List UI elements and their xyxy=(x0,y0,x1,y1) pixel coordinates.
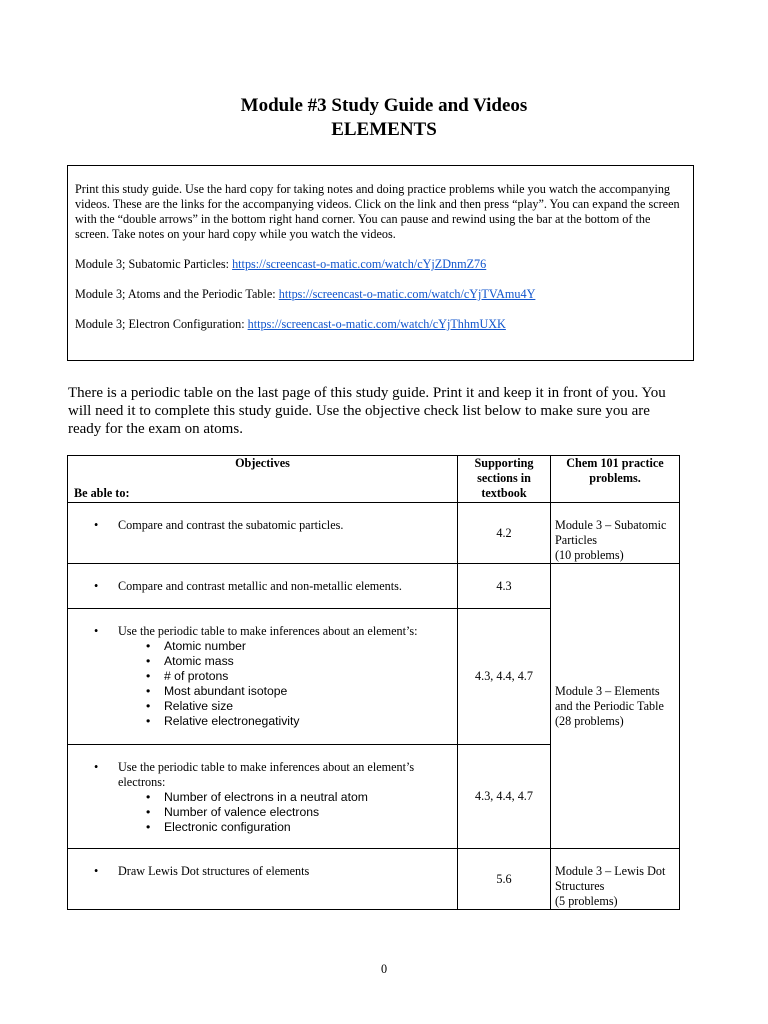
list-item: • Number of valence electrons xyxy=(146,805,320,819)
list-item: • Atomic number xyxy=(146,639,246,653)
sections-cell: 4.3, 4.4, 4.7 xyxy=(458,609,551,745)
practice-cell: Module 3 – Lewis Dot Structures (5 problems) xyxy=(551,849,680,910)
intro-paragraph: There is a periodic table on the last page of this study guide. Print it and keep it in front of you. You will need it to complete this study guide. Use the objective check list below to make sure you are ready for the exam on atoms. xyxy=(68,385,666,437)
objectives-table xyxy=(67,455,680,910)
table-row xyxy=(68,564,680,609)
list-item: • Atomic mass xyxy=(146,654,234,668)
list-item: • Most abundant isotope xyxy=(146,684,288,698)
bullet-icon: • xyxy=(94,624,99,638)
document-title xyxy=(0,94,768,142)
practice-cell: Module 3 – Subatomic Particles (10 problems) xyxy=(551,503,680,564)
sections-cell: 5.6 xyxy=(458,849,551,910)
bullet-icon: • xyxy=(94,864,99,878)
objectives-header: Objectives xyxy=(235,456,290,470)
video-link-row: Module 3; Atoms and the Periodic Table: https://screencast-o-matic.com/watch/cYjTVAmu4Y xyxy=(75,287,536,301)
sections-cell: 4.3 xyxy=(458,564,551,609)
video-link-row: Module 3; Subatomic Particles: https://screencast-o-matic.com/watch/cYjZDnmZ76 xyxy=(75,257,487,271)
title-line-1: Module #3 Study Guide and Videos xyxy=(240,95,528,116)
list-item: • Relative electronegativity xyxy=(146,714,300,728)
be-able-to-label: Be able to: xyxy=(74,486,130,500)
video-links-box xyxy=(67,165,694,361)
page-number: 0 xyxy=(380,962,388,976)
title-line-2: ELEMENTS xyxy=(331,119,437,140)
instructions-text: Print this study guide. Use the hard copy for taking notes and doing practice problems while you watch the accompanying videos. These are the links for the accompanying videos. Click on the link and then press “play”. You can expand the screen with the “double arrows” in the bottom right hand corner. You can pause and rewind using the bar at the bottom of the screen. Take notes on your hard copy while you watch the videos. xyxy=(75,182,680,241)
inference-sub-list xyxy=(68,639,457,729)
periodic-table-video-link[interactable]: https://screencast-o-matic.com/watch/cYjTVAmu4Y xyxy=(278,287,536,301)
table-header-row xyxy=(68,456,680,503)
practice-cell: Module 3 – Elements and the Periodic Table (28 problems) xyxy=(551,564,680,849)
table-row xyxy=(68,849,680,910)
objective-text: Draw Lewis Dot structures of elements xyxy=(118,864,310,878)
table-row xyxy=(68,503,680,564)
bullet-icon: • xyxy=(94,579,99,593)
list-item: • # of protons xyxy=(146,669,229,683)
list-item: • Electronic configuration xyxy=(146,820,291,834)
objective-text: Use the periodic table to make inferences about an element’s electrons: xyxy=(118,760,415,789)
sections-cell: 4.3, 4.4, 4.7 xyxy=(458,745,551,849)
objective-text: Compare and contrast the subatomic particles. xyxy=(118,518,344,532)
video-link-row: Module 3; Electron Configuration: https://screencast-o-matic.com/watch/cYjThhmUXK xyxy=(75,317,506,331)
list-item: • Number of electrons in a neutral atom xyxy=(146,790,368,804)
list-item: • Relative size xyxy=(146,699,234,713)
subatomic-particles-video-link[interactable]: https://screencast-o-matic.com/watch/cYjZDnmZ76 xyxy=(232,257,487,271)
practice-header: Chem 101 practice problems. xyxy=(551,456,680,503)
objective-text: Use the periodic table to make inferences about an element’s: xyxy=(118,624,418,638)
electron-sub-list xyxy=(68,790,457,835)
sections-header: Supporting sections in textbook xyxy=(458,456,551,503)
bullet-icon: • xyxy=(94,760,99,774)
bullet-icon: • xyxy=(94,518,99,532)
electron-configuration-video-link[interactable]: https://screencast-o-matic.com/watch/cYjThhmUXK xyxy=(247,317,506,331)
objective-text: Compare and contrast metallic and non-metallic elements. xyxy=(118,579,402,593)
sections-cell: 4.2 xyxy=(458,503,551,564)
